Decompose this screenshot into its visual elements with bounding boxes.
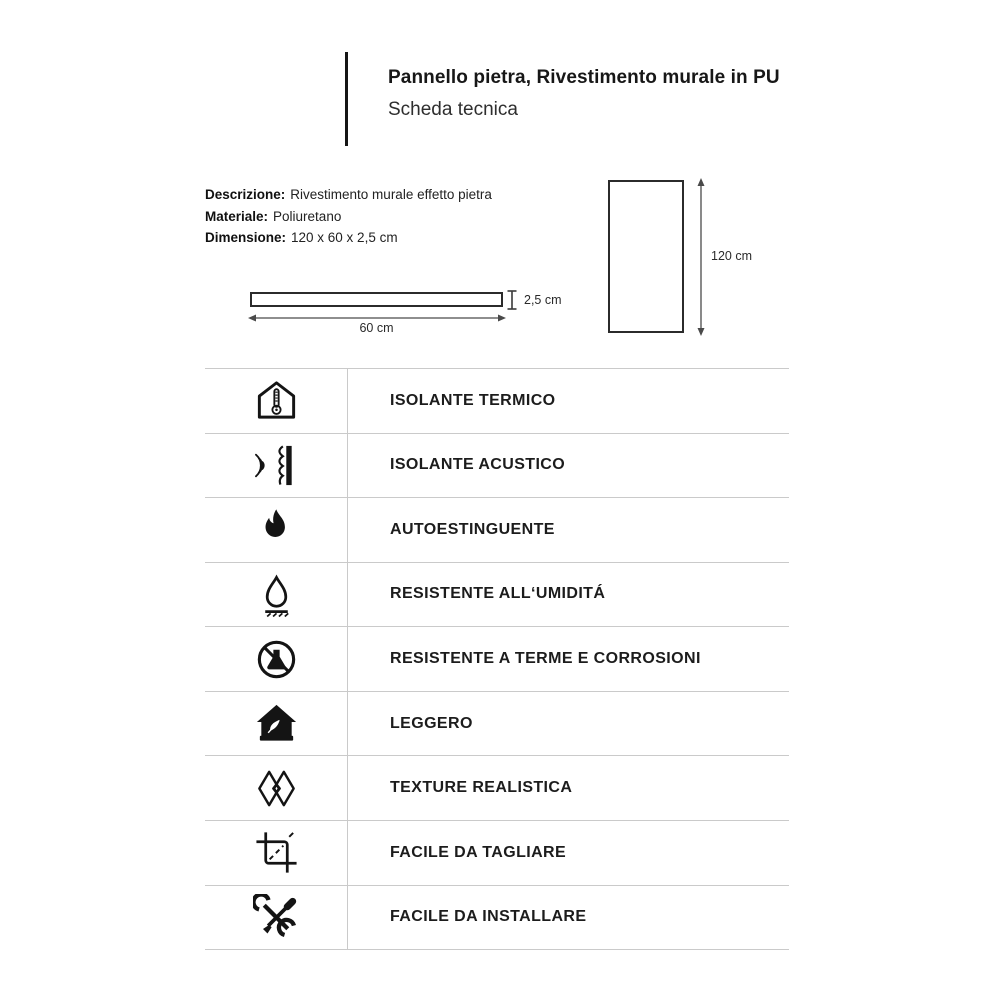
feature-label: AUTOESTINGUENTE (390, 520, 555, 538)
title-accent-rule (345, 52, 348, 146)
spec-row-dimensione (205, 227, 492, 249)
feature-row-isolante-termico (205, 369, 789, 434)
feature-icon-cell (205, 756, 347, 820)
feature-icon-cell (205, 498, 347, 562)
feature-label: TEXTURE REALISTICA (390, 779, 573, 797)
height-dimension-line (694, 178, 708, 336)
feature-label: ISOLANTE ACUSTICO (390, 456, 566, 474)
thickness-label: 2,5 cm (524, 293, 562, 307)
house-feather-icon (253, 700, 300, 747)
feature-icon-cell (205, 821, 347, 885)
spec-key: Materiale: (205, 208, 269, 224)
feature-label-cell (347, 369, 789, 433)
wrench-screwdriver-icon (253, 894, 300, 941)
page-subtitle: Scheda tecnica (388, 99, 518, 120)
feature-icon-cell (205, 692, 347, 756)
feature-label-cell (347, 627, 789, 691)
feature-label-cell (347, 498, 789, 562)
feature-label: LEGGERO (390, 714, 473, 732)
feature-label: RESISTENTE ALL‘UMIDITÁ (390, 585, 606, 603)
spec-value: Rivestimento murale effetto pietra (290, 187, 492, 202)
product-specs (205, 184, 492, 249)
double-diamond-icon (253, 765, 300, 812)
feature-icon-cell (205, 369, 347, 433)
spec-row-descrizione (205, 184, 492, 206)
spec-value: 120 x 60 x 2,5 cm (291, 230, 398, 245)
feature-label-cell (347, 434, 789, 498)
house-thermometer-icon (253, 377, 300, 424)
height-label: 120 cm (711, 249, 752, 263)
feature-label: RESISTENTE A TERME E CORROSIONI (390, 650, 701, 668)
feature-row-facile-tagliare (205, 821, 789, 886)
feature-label: FACILE DA TAGLIARE (390, 843, 567, 861)
flame-icon (253, 506, 300, 553)
feature-label-cell (347, 756, 789, 820)
feature-icon-cell (205, 886, 347, 950)
thickness-dimension-marker (505, 289, 519, 311)
feature-label-cell (347, 886, 789, 950)
feature-icon-cell (205, 563, 347, 627)
feature-row-facile-installare (205, 886, 789, 951)
page-title: Pannello pietra, Rivestimento murale in PU (388, 67, 780, 88)
feature-row-leggero (205, 692, 789, 757)
width-label: 60 cm (359, 321, 394, 335)
no-chemicals-icon (253, 636, 300, 683)
features-table (205, 368, 789, 950)
feature-icon-cell (205, 434, 347, 498)
crop-cut-icon (253, 829, 300, 876)
panel-front-view-drawing (608, 180, 684, 333)
table-column-divider (347, 369, 348, 950)
feature-row-texture-realistica (205, 756, 789, 821)
feature-row-resistente-umidita (205, 563, 789, 628)
feature-label-cell (347, 563, 789, 627)
soundwave-wall-icon (253, 442, 300, 489)
feature-row-resistente-terme (205, 627, 789, 692)
spec-row-materiale (205, 206, 492, 228)
header (388, 64, 780, 124)
feature-label: FACILE DA INSTALLARE (390, 908, 587, 926)
feature-icon-cell (205, 627, 347, 691)
feature-label-cell (347, 692, 789, 756)
spec-value: Poliuretano (273, 208, 342, 224)
feature-row-autoestinguente (205, 498, 789, 563)
feature-label-cell (347, 821, 789, 885)
feature-label: ISOLANTE TERMICO (390, 391, 556, 409)
water-drop-icon (253, 571, 300, 618)
panel-side-view-drawing (250, 292, 503, 307)
feature-row-isolante-acustico (205, 434, 789, 499)
spec-key: Descrizione: (205, 187, 286, 202)
spec-key: Dimensione: (205, 230, 287, 245)
